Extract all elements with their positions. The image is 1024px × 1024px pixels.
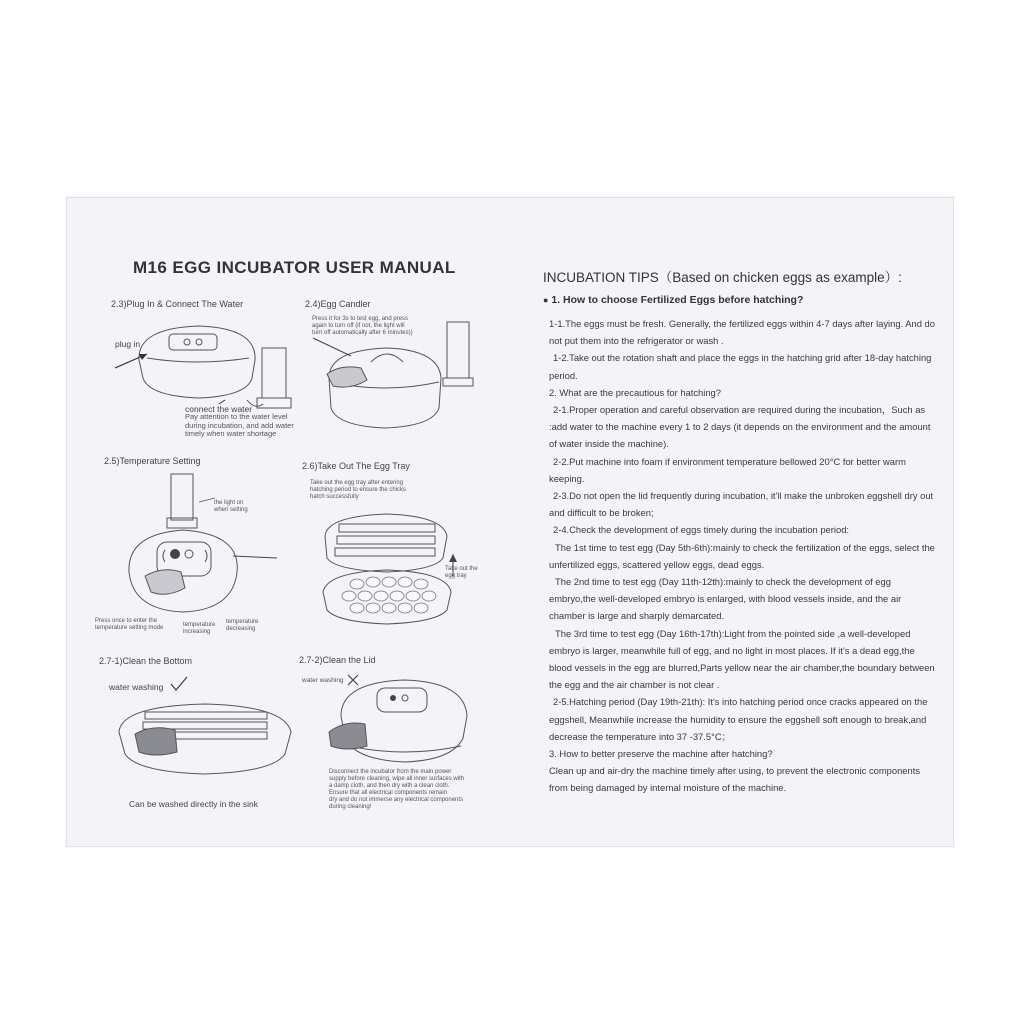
bottom-washing-label: water washing — [109, 682, 164, 692]
tray-heading: 2.6)Take Out The Egg Tray — [302, 461, 410, 471]
connect-water-label: connect the water — [185, 404, 253, 414]
tip-paragraph: The 2nd time to test egg (Day 11th-12th):mainly to check the development of egg embryo,the well-developed embryo is enlarged, with blood vessels inside, and the air chamber is large and sharply demarcated. — [549, 576, 902, 622]
clean-bottom-heading: 2.7-1)Clean the Bottom — [99, 656, 193, 666]
checkmark-icon — [169, 676, 189, 692]
water-level-note: Pay attention to the water level during incubation, and add water timely when water shortage — [185, 412, 294, 438]
candler-heading: 2.4)Egg Candler — [305, 299, 371, 309]
tip-paragraph: 2-4.Check the development of eggs timely during the incubation period: — [553, 524, 850, 536]
clean-lid-heading: 2.7-2)Clean the Lid — [299, 655, 376, 665]
temp-decreasing-label: temperature decreasing — [226, 619, 259, 632]
tip-paragraph: 1-2.Take out the rotation shaft and place the eggs in the hatching grid after 18-day hatching period. — [549, 352, 932, 381]
temp-increasing-label: temperature increasing — [183, 622, 216, 635]
clean-bottom-illustration — [113, 698, 303, 778]
clean-lid-illustration — [319, 676, 479, 768]
tray-note: Take out the egg tray after entering hatching period to ensure the chicks hatch successfully — [310, 480, 407, 500]
manual-title: M16 EGG INCUBATOR USER MANUAL — [133, 258, 456, 277]
manual-sheet — [66, 197, 954, 847]
tip-paragraph: 2-3.Do not open the lid frequently during incubation, it'll make the unbroken eggshell dry out and difficult to be broken; — [549, 490, 934, 519]
lid-cleaning-note: Disconnect the incubator from the main power supply before cleaning, wipe all inner surfaces with a damp cloth, and then dry with a clean cloth. Ensure that all electrical components remain dry and do not immerse any electrical components during cleaning! — [329, 769, 465, 810]
tip-paragraph: The 1st time to test egg (Day 5th-6th):mainly to check the fertilization of the eggs, select the unfertilized eggs, scattered yellow eggs, dead eggs. — [549, 541, 935, 570]
tip-paragraph: 2-1.Proper operation and careful observation are required during the incubation，Such as :add water to the machine every 1 to 2 days (it depends on the environment and the amount of water inside the machine). — [549, 404, 931, 450]
tip-paragraph: 2-2.Put machine into foam if environment temperature bellowed 20°C for better warm keeping. — [549, 455, 906, 484]
temp-heading: 2.5)Temperature Setting — [104, 456, 201, 466]
press-once-label: Press once to enter the temperature setting mode — [95, 618, 164, 631]
temp-illustration — [123, 472, 283, 622]
incubation-tips-title: INCUBATION TIPS（Based on chicken eggs as example）: — [543, 270, 902, 285]
plug-heading: 2.3)Plug In & Connect The Water — [111, 299, 244, 309]
plug-in-label: plug in — [115, 339, 141, 349]
section-heading: 3. How to better preserve the machine after hatching? — [549, 748, 773, 760]
section-1-heading: ● 1. How to choose Fertilized Eggs before hatching? — [543, 294, 804, 306]
tip-paragraph: The 3rd time to test egg (Day 16th-17th):Light from the pointed side ,a well-developed embryo is larger, meanwhile full of egg, and no light in most places. If it’s a dead egg,the blood vessels in the egg are blurred,Parts yellow near the air chamber,the boundary between the egg and the air chamber is not clear . — [549, 627, 935, 691]
lid-washing-label: water washing — [302, 677, 344, 684]
tips-body — [543, 315, 939, 797]
tip-paragraph: Clean up and air-dry the machine timely after using, to prevent the electronic components from being damaged by internal moisture of the machine. — [549, 765, 921, 794]
takeout-tray-label: Take out the egg tray — [445, 566, 478, 579]
incubation-tips-column — [543, 266, 939, 797]
candler-note: Press it for 3s to test egg, and press again to turn off (if not, the light will turn off automatically after 6 minutes)) — [312, 316, 413, 336]
sink-label: Can be washed directly in the sink — [129, 799, 258, 809]
light-on-label: the light on when setting — [214, 500, 248, 513]
section-heading: 2. What are the precautious for hatching? — [549, 386, 721, 398]
tip-paragraph: 1-1.The eggs must be fresh. Generally, the fertilized eggs within 4-7 days after laying. And do not put them into the refrigerator or wash . — [549, 318, 935, 347]
bullet-dot-icon: ● — [543, 295, 549, 305]
tip-paragraph: 2-5.Hatching period (Day 19th-21th): It's into hatching period once cracks appeared on the eggshell, Meanwhile increase the humidity to ensure the eggshell soft enough to break,and decrease the temperature into 37 -37.5°C； — [549, 696, 928, 742]
candler-illustration — [307, 316, 487, 434]
